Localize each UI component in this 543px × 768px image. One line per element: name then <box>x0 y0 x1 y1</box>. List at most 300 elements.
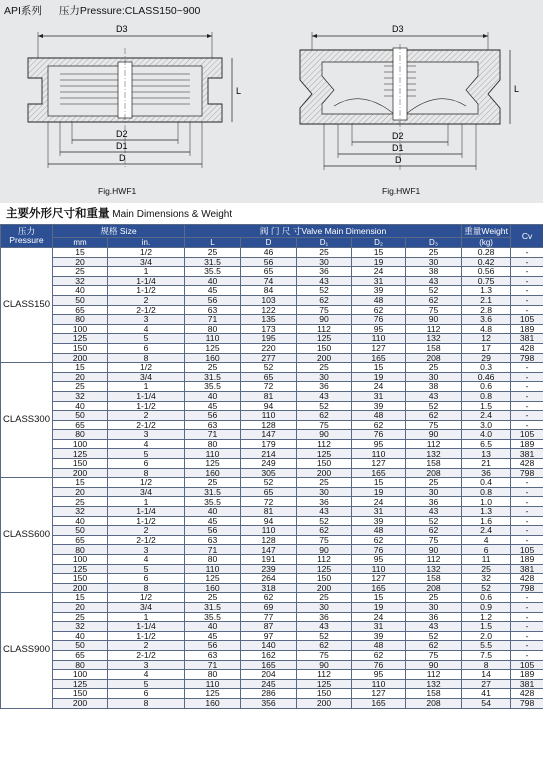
table-cell: 173 <box>241 324 297 334</box>
table-cell: 105 <box>511 545 543 555</box>
table-cell: 75 <box>406 305 462 315</box>
table-cell: 132 <box>406 564 462 574</box>
table-cell: - <box>511 507 543 517</box>
table-cell: 35.5 <box>185 382 241 392</box>
table-cell: 52 <box>297 516 352 526</box>
table-cell: 39 <box>352 516 406 526</box>
table-cell: 80 <box>185 324 241 334</box>
table-cell: 40 <box>185 391 241 401</box>
table-cell: 20 <box>53 257 108 267</box>
table-cell: 100 <box>53 439 108 449</box>
table-cell: 160 <box>185 698 241 708</box>
table-cell: 6 <box>108 689 185 699</box>
left-d-label: D <box>119 153 126 163</box>
table-cell: 8 <box>108 353 185 363</box>
table-cell: - <box>511 257 543 267</box>
table-cell: 0.56 <box>462 267 511 277</box>
table-cell: 147 <box>241 545 297 555</box>
table-cell: 1-1/4 <box>108 276 185 286</box>
table-cell: 3 <box>108 315 185 325</box>
table-cell: 45 <box>185 516 241 526</box>
table-cell: - <box>511 363 543 373</box>
table-cell: 220 <box>241 343 297 353</box>
table-cell: 76 <box>352 430 406 440</box>
table-cell: 277 <box>241 353 297 363</box>
table-cell: 2.4 <box>462 411 511 421</box>
table-row <box>1 698 543 708</box>
table-cell: 13 <box>462 449 511 459</box>
table-cell: 80 <box>53 660 108 670</box>
table-cell: 25 <box>53 382 108 392</box>
table-row <box>1 602 543 612</box>
table-cell: 2 <box>108 411 185 421</box>
table-cell: 31 <box>352 622 406 632</box>
right-l-label: L <box>514 84 520 94</box>
right-figure-caption: Fig.HWF1 <box>382 186 421 196</box>
table-cell: 105 <box>511 315 543 325</box>
table-cell: 2-1/2 <box>108 420 185 430</box>
table-cell: 1-1/2 <box>108 286 185 296</box>
table-cell: 125 <box>53 564 108 574</box>
table-cell: 125 <box>53 679 108 689</box>
table-cell: 5 <box>108 564 185 574</box>
table-cell: 87 <box>241 622 297 632</box>
table-cell: 150 <box>297 574 352 584</box>
table-row <box>1 545 543 555</box>
table-cell: 165 <box>352 583 406 593</box>
table-cell: 65 <box>53 535 108 545</box>
table-cell: 62 <box>352 650 406 660</box>
table-cell: 798 <box>511 353 543 363</box>
table-row <box>1 583 543 593</box>
table-cell: 135 <box>241 315 297 325</box>
table-cell: 25 <box>53 267 108 277</box>
table-cell: - <box>511 526 543 536</box>
table-cell: 40 <box>53 401 108 411</box>
table-cell: 56 <box>185 526 241 536</box>
table-cell: 150 <box>53 343 108 353</box>
table-cell: 15 <box>53 478 108 488</box>
pressure-class-cell: CLASS900 <box>1 593 53 708</box>
table-cell: 30 <box>297 372 352 382</box>
table-cell: 158 <box>406 689 462 699</box>
table-cell: 62 <box>406 526 462 536</box>
table-cell: 208 <box>406 583 462 593</box>
table-cell: 2.0 <box>462 631 511 641</box>
table-cell: 15 <box>53 248 108 258</box>
table-cell: 52 <box>241 363 297 373</box>
section-title-cn: 主要外形尺寸和重量 <box>6 208 110 220</box>
header-mm: mm <box>53 238 108 248</box>
table-cell: 204 <box>241 670 297 680</box>
table-cell: 36 <box>297 612 352 622</box>
table-cell: 1/2 <box>108 363 185 373</box>
table-cell: 214 <box>241 449 297 459</box>
table-cell: 1-1/2 <box>108 401 185 411</box>
table-cell: 200 <box>297 698 352 708</box>
table-cell: 48 <box>352 526 406 536</box>
table-cell: - <box>511 612 543 622</box>
table-cell: 90 <box>297 545 352 555</box>
header-in: in. <box>108 238 185 248</box>
left-d1-label: D1 <box>116 141 128 151</box>
table-cell: 24 <box>352 267 406 277</box>
table-row <box>1 487 543 497</box>
table-cell: 81 <box>241 391 297 401</box>
table-cell: 125 <box>297 334 352 344</box>
table-cell: 428 <box>511 459 543 469</box>
table-cell: 160 <box>185 468 241 478</box>
table-cell: 32 <box>53 622 108 632</box>
table-cell: 150 <box>297 343 352 353</box>
valve-drawing-right <box>282 18 532 183</box>
table-cell: 76 <box>352 660 406 670</box>
table-cell: 56 <box>241 257 297 267</box>
table-cell: 103 <box>241 295 297 305</box>
table-cell: 428 <box>511 689 543 699</box>
table-cell: 25 <box>406 593 462 603</box>
table-cell: 63 <box>185 305 241 315</box>
table-cell: 65 <box>53 650 108 660</box>
left-l-label: L <box>236 86 242 96</box>
table-cell: 208 <box>406 698 462 708</box>
table-cell: 90 <box>406 430 462 440</box>
table-cell: 132 <box>406 334 462 344</box>
table-cell: 52 <box>462 583 511 593</box>
table-cell: 150 <box>53 689 108 699</box>
table-row <box>1 516 543 526</box>
table-cell: 8 <box>108 583 185 593</box>
table-cell: 62 <box>297 526 352 536</box>
table-row <box>1 574 543 584</box>
table-row <box>1 324 543 334</box>
table-cell: 8 <box>108 468 185 478</box>
table-cell: 25 <box>462 564 511 574</box>
table-cell: 80 <box>185 555 241 565</box>
table-row <box>1 497 543 507</box>
table-cell: 1-1/4 <box>108 507 185 517</box>
table-cell: - <box>511 267 543 277</box>
table-cell: 249 <box>241 459 297 469</box>
table-cell: 62 <box>406 641 462 651</box>
table-cell: 65 <box>241 487 297 497</box>
table-cell: 110 <box>241 526 297 536</box>
table-cell: 90 <box>406 545 462 555</box>
table-row <box>1 420 543 430</box>
table-cell: - <box>511 248 543 258</box>
table-cell: 125 <box>185 689 241 699</box>
header-d3: D₃ <box>406 238 462 248</box>
table-row <box>1 372 543 382</box>
table-cell: 179 <box>241 439 297 449</box>
table-cell: 245 <box>241 679 297 689</box>
header-d: D <box>241 238 297 248</box>
table-cell: 798 <box>511 583 543 593</box>
table-cell: 125 <box>297 449 352 459</box>
table-cell: 150 <box>297 689 352 699</box>
table-cell: 3/4 <box>108 257 185 267</box>
table-cell: 25 <box>185 593 241 603</box>
table-cell: 200 <box>53 353 108 363</box>
table-cell: 140 <box>241 641 297 651</box>
table-cell: 45 <box>185 631 241 641</box>
table-cell: 50 <box>53 295 108 305</box>
table-row <box>1 401 543 411</box>
table-cell: 4 <box>108 439 185 449</box>
table-cell: 32 <box>53 276 108 286</box>
table-cell: 72 <box>241 382 297 392</box>
table-cell: 52 <box>297 286 352 296</box>
table-row <box>1 315 543 325</box>
table-cell: 105 <box>511 430 543 440</box>
table-cell: 90 <box>406 660 462 670</box>
table-cell: 318 <box>241 583 297 593</box>
header-d2: D₂ <box>352 238 406 248</box>
table-cell: 6 <box>108 459 185 469</box>
table-cell: 165 <box>352 468 406 478</box>
table-cell: 52 <box>297 631 352 641</box>
table-cell: 48 <box>352 411 406 421</box>
table-row <box>1 679 543 689</box>
table-cell: 75 <box>406 420 462 430</box>
table-cell: 1.3 <box>462 507 511 517</box>
table-cell: 19 <box>352 372 406 382</box>
table-cell: 1 <box>108 612 185 622</box>
table-cell: 1.2 <box>462 612 511 622</box>
table-cell: 31.5 <box>185 372 241 382</box>
table-cell: 65 <box>241 267 297 277</box>
table-cell: 7.5 <box>462 650 511 660</box>
table-cell: 356 <box>241 698 297 708</box>
table-cell: 0.28 <box>462 248 511 258</box>
table-cell: 40 <box>185 276 241 286</box>
table-cell: 45 <box>185 401 241 411</box>
table-cell: 43 <box>406 622 462 632</box>
table-cell: 40 <box>53 286 108 296</box>
table-cell: 56 <box>185 641 241 651</box>
table-cell: 110 <box>352 449 406 459</box>
table-cell: 52 <box>406 401 462 411</box>
table-cell: 132 <box>406 679 462 689</box>
table-cell: 128 <box>241 420 297 430</box>
table-row <box>1 650 543 660</box>
table-cell: 90 <box>297 660 352 670</box>
table-cell: 62 <box>406 295 462 305</box>
table-cell: 25 <box>297 248 352 258</box>
table-cell: 4 <box>108 670 185 680</box>
table-row <box>1 564 543 574</box>
table-row <box>1 305 543 315</box>
table-cell: 36 <box>406 612 462 622</box>
table-cell: 38 <box>406 267 462 277</box>
table-cell: 1-1/2 <box>108 631 185 641</box>
table-row <box>1 449 543 459</box>
table-row <box>1 430 543 440</box>
table-cell: 62 <box>352 535 406 545</box>
table-cell: 31 <box>352 507 406 517</box>
pressure-class-cell: CLASS300 <box>1 363 53 478</box>
table-cell: 56 <box>185 295 241 305</box>
table-cell: 200 <box>53 468 108 478</box>
table-cell: 31 <box>352 276 406 286</box>
table-cell: 65 <box>53 305 108 315</box>
dimensions-table <box>0 224 543 709</box>
table-row <box>1 439 543 449</box>
table-cell: 125 <box>185 574 241 584</box>
table-cell: 24 <box>352 497 406 507</box>
table-cell: 62 <box>297 411 352 421</box>
table-cell: 2 <box>108 526 185 536</box>
table-cell: - <box>511 391 543 401</box>
table-cell: 15 <box>352 363 406 373</box>
table-cell: 4.8 <box>462 324 511 334</box>
table-cell: 52 <box>406 516 462 526</box>
table-row <box>1 593 543 603</box>
right-d3-label: D3 <box>392 24 404 34</box>
table-cell: 95 <box>352 555 406 565</box>
table-cell: 54 <box>462 698 511 708</box>
table-cell: 62 <box>297 295 352 305</box>
table-cell: 62 <box>297 641 352 651</box>
table-cell: 428 <box>511 574 543 584</box>
table-cell: 36 <box>297 497 352 507</box>
table-cell: 43 <box>297 276 352 286</box>
table-cell: - <box>511 295 543 305</box>
table-cell: 200 <box>53 583 108 593</box>
table-cell: 97 <box>241 631 297 641</box>
table-cell: 30 <box>406 372 462 382</box>
table-cell: 1/2 <box>108 593 185 603</box>
table-cell: 191 <box>241 555 297 565</box>
table-row <box>1 526 543 536</box>
pressure-class-cell: CLASS150 <box>1 248 53 363</box>
table-cell: 90 <box>297 430 352 440</box>
table-cell: 200 <box>297 468 352 478</box>
table-cell: 6.5 <box>462 439 511 449</box>
table-cell: 6 <box>108 574 185 584</box>
table-cell: 17 <box>462 343 511 353</box>
table-cell: - <box>511 420 543 430</box>
table-row <box>1 641 543 651</box>
table-cell: 40 <box>185 507 241 517</box>
table-cell: 208 <box>406 468 462 478</box>
table-cell: 2.4 <box>462 526 511 536</box>
right-d1-label: D1 <box>392 143 404 153</box>
table-cell: 122 <box>241 305 297 315</box>
table-cell: 19 <box>352 257 406 267</box>
table-cell: 75 <box>297 305 352 315</box>
left-d2-label: D2 <box>116 129 128 139</box>
table-cell: 200 <box>297 583 352 593</box>
table-cell: 160 <box>185 353 241 363</box>
table-cell: 43 <box>406 276 462 286</box>
table-cell: 24 <box>352 382 406 392</box>
table-cell: 189 <box>511 670 543 680</box>
table-cell: 40 <box>185 622 241 632</box>
table-cell: 36 <box>406 497 462 507</box>
table-cell: 1.3 <box>462 286 511 296</box>
table-cell: 4.0 <box>462 430 511 440</box>
table-cell: 19 <box>352 487 406 497</box>
table-cell: 71 <box>185 315 241 325</box>
table-cell: 81 <box>241 507 297 517</box>
table-cell: 4 <box>108 555 185 565</box>
table-cell: 3/4 <box>108 602 185 612</box>
page-header <box>4 3 214 18</box>
table-cell: 43 <box>297 622 352 632</box>
header-cv: Cv <box>511 225 543 248</box>
table-cell: 5 <box>108 679 185 689</box>
table-row <box>1 257 543 267</box>
left-figure-caption: Fig.HWF1 <box>98 186 137 196</box>
table-cell: 35.5 <box>185 612 241 622</box>
table-cell: 77 <box>241 612 297 622</box>
table-row <box>1 353 543 363</box>
table-cell: 43 <box>406 507 462 517</box>
header-d1: D₁ <box>297 238 352 248</box>
table-cell: - <box>511 516 543 526</box>
header-weight: 重量Weight <box>462 225 511 238</box>
table-cell: 165 <box>352 353 406 363</box>
table-cell: 36 <box>297 382 352 392</box>
valve-drawing-left <box>10 18 250 183</box>
table-cell: 30 <box>406 257 462 267</box>
table-cell: - <box>511 650 543 660</box>
table-cell: 0.42 <box>462 257 511 267</box>
table-cell: 112 <box>406 439 462 449</box>
table-cell: 100 <box>53 670 108 680</box>
table-cell: - <box>511 631 543 641</box>
table-cell: 50 <box>53 641 108 651</box>
table-cell: 30 <box>297 602 352 612</box>
table-cell: 0.6 <box>462 382 511 392</box>
table-cell: 21 <box>462 459 511 469</box>
section-title-en: Main Dimensions & Weight <box>109 209 233 220</box>
table-cell: 31.5 <box>185 487 241 497</box>
header-pressure: 压力 Pressure <box>1 225 53 248</box>
table-cell: 40 <box>53 516 108 526</box>
table-cell: 6 <box>462 545 511 555</box>
table-cell: 25 <box>406 478 462 488</box>
table-cell: 62 <box>406 411 462 421</box>
table-cell: 112 <box>297 670 352 680</box>
table-cell: 80 <box>53 315 108 325</box>
table-cell: - <box>511 372 543 382</box>
table-cell: 110 <box>352 334 406 344</box>
table-cell: 31 <box>352 391 406 401</box>
table-row <box>1 248 543 258</box>
table-cell: 15 <box>352 478 406 488</box>
table-cell: 50 <box>53 526 108 536</box>
table-cell: 110 <box>185 449 241 459</box>
table-cell: 62 <box>352 420 406 430</box>
table-row <box>1 391 543 401</box>
table-cell: 15 <box>352 248 406 258</box>
table-cell: 39 <box>352 631 406 641</box>
table-cell: 3/4 <box>108 487 185 497</box>
table-row <box>1 382 543 392</box>
table-cell: 2.1 <box>462 295 511 305</box>
table-cell: 5 <box>108 449 185 459</box>
header-size: 规格 Size <box>53 225 185 238</box>
table-cell: 125 <box>185 459 241 469</box>
table-cell: 112 <box>297 439 352 449</box>
table-cell: 3 <box>108 660 185 670</box>
table-cell: 20 <box>53 487 108 497</box>
table-cell: 3 <box>108 545 185 555</box>
table-cell: 125 <box>53 334 108 344</box>
table-cell: 110 <box>241 411 297 421</box>
